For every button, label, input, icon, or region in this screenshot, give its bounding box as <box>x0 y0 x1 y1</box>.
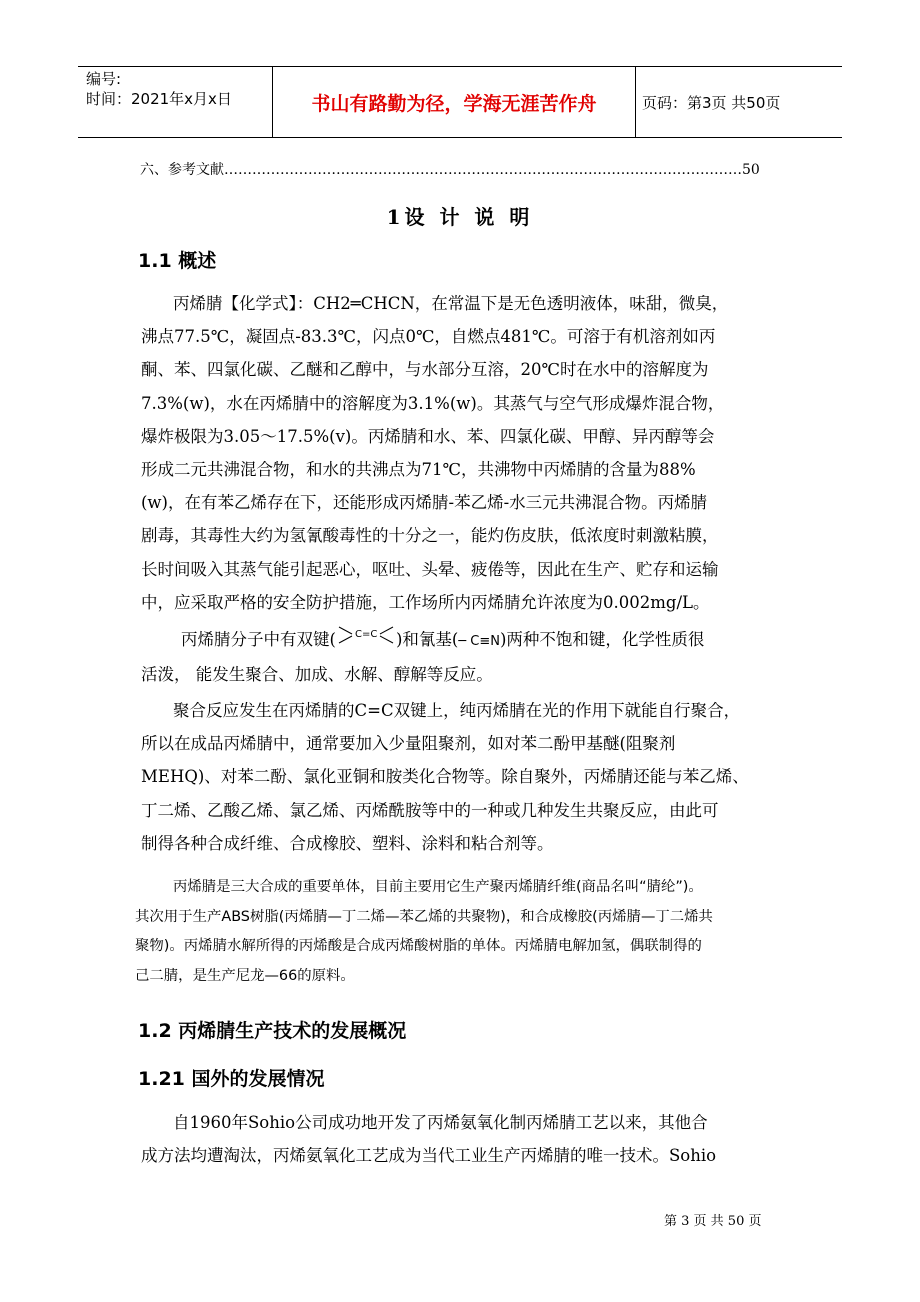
heading-1-2: 1.2 丙烯腈生产技术的发展概况 <box>138 1020 407 1042</box>
text-fragment: 丙烯腈分子中有双键( <box>181 630 336 650</box>
text-line: 酮、苯、四氯化碳、乙醚和乙醇中，与水部分互溶，20℃时在水中的溶解度为 <box>141 360 709 380</box>
text-line: (w)，在有苯乙烯存在下，还能形成丙烯腈-苯乙烯-水三元共沸混合物。丙烯腈 <box>141 493 708 513</box>
toc-line <box>140 159 760 179</box>
toc-entry-page: 50 <box>742 162 760 178</box>
text-line: 其次用于生产ABS树脂(丙烯腈—丁二烯—苯乙烯的共聚物)，和合成橡胶(丙烯腈—丁二烯共 <box>135 908 713 925</box>
text-line <box>141 623 781 658</box>
text-line: 中，应采取严格的安全防护措施，工作场所内丙烯腈允许浓度为0.002mg/L。 <box>141 592 710 612</box>
text-line: 己二腈，是生产尼龙—66的原料。 <box>135 967 355 984</box>
text-fragment: )和氰基( <box>395 630 459 650</box>
header-motto: 书山有路勤为径，学海无涯苦作舟 <box>272 67 636 137</box>
page-header <box>78 66 842 138</box>
text-line: 剧毒，其毒性大约为氢氰酸毒性的十分之一，能灼伤皮肤，低浓度时刺激粘膜， <box>141 526 719 546</box>
text-line: 沸点77.5℃，凝固点-83.3℃，闪点0℃，自燃点481℃。可溶于有机溶剂如丙 <box>141 327 716 347</box>
text-line: 形成二元共沸混合物，和水的共沸点为71℃，共沸物中丙烯腈的含量为88% <box>141 460 696 480</box>
text-line: 丙烯腈是三大合成的重要单体，目前主要用它生产聚丙烯腈纤维(商品名叫“腈纶”)。 <box>173 879 703 895</box>
nitrile-group: ─ C≡N <box>458 634 500 650</box>
text-line: 所以在成品丙烯腈中，通常要加入少量阻聚剂，如对苯二酚甲基醚(阻聚剂 <box>141 734 676 754</box>
heading-1-21: 1.21 国外的发展情况 <box>138 1068 325 1090</box>
paragraph-polymerization <box>141 694 781 860</box>
page-footer: 第 3 页 共 50 页 <box>664 1214 762 1229</box>
text-fragment: )两种不饱和键，化学性质很 <box>499 630 705 650</box>
toc-leader-dots: ………………………………………………………………………………………………… <box>224 162 742 178</box>
section-title: 1设 计 说 明 <box>386 205 534 229</box>
text-line: 7.3%(w)，水在丙烯腈中的溶解度为3.1%(w)。其蒸气与空气形成爆炸混合物， <box>141 393 725 413</box>
paragraph-overview <box>141 287 781 619</box>
text-line: MEHQ)、对苯二酚、氯化亚铜和胺类化合物等。除自聚外，丙烯腈还能与苯乙烯、 <box>141 767 749 787</box>
text-line: 爆炸极限为3.05～17.5%(v)。丙烯腈和水、苯、四氯化碳、甲醇、异丙醇等会 <box>141 426 715 446</box>
paragraph-foreign-development <box>141 1106 781 1172</box>
text-line: 聚物)。丙烯腈水解所得的丙烯酸是合成丙烯酸树脂的单体。丙烯腈电解加氢，偶联制得的 <box>135 938 702 954</box>
header-number-label: 编号: <box>86 70 122 88</box>
text-line: 活泼， 能发生聚合、加成、水解、醇解等反应。 <box>141 665 493 685</box>
toc-entry-text: 六、参考文献 <box>140 162 224 178</box>
header-time-label: 时间：2021年x月x日 <box>86 90 232 108</box>
text-line: 丁二烯、乙酸乙烯、氯乙烯、丙烯酰胺等中的一种或几种发生共聚反应，由此可 <box>141 800 719 820</box>
text-line: 长时间吸入其蒸气能引起恶心，呕吐、头晕、疲倦等，因此在生产、贮存和运输 <box>141 559 719 579</box>
paragraph-applications <box>135 873 781 991</box>
header-page-label: 页码：第3页 共50页 <box>642 93 781 112</box>
text-line: 制得各种合成纤维、合成橡胶、塑料、涂料和粘合剂等。 <box>141 833 554 853</box>
double-bond-structure <box>336 623 396 658</box>
paragraph-unsaturated-bonds <box>141 623 781 692</box>
double-bond-label: C=C <box>354 629 378 640</box>
text-line: 聚合反应发生在丙烯腈的C=C双键上，纯丙烯腈在光的作用下就能自行聚合， <box>173 701 741 720</box>
text-line: 丙烯腈【化学式】：CH2═CHCN，在常温下是无色透明液体，味甜，微臭， <box>173 294 729 313</box>
heading-1-1: 1.1 概述 <box>138 250 217 272</box>
text-line: 自1960年Sohio公司成功地开发了丙烯氨氧化制丙烯腈工艺以来，其他合 <box>173 1113 708 1132</box>
header-left-cell <box>78 67 272 137</box>
text-line: 成方法均遭淘汰，丙烯氨氧化工艺成为当代工业生产丙烯腈的唯一技术。Sohio <box>141 1146 717 1166</box>
